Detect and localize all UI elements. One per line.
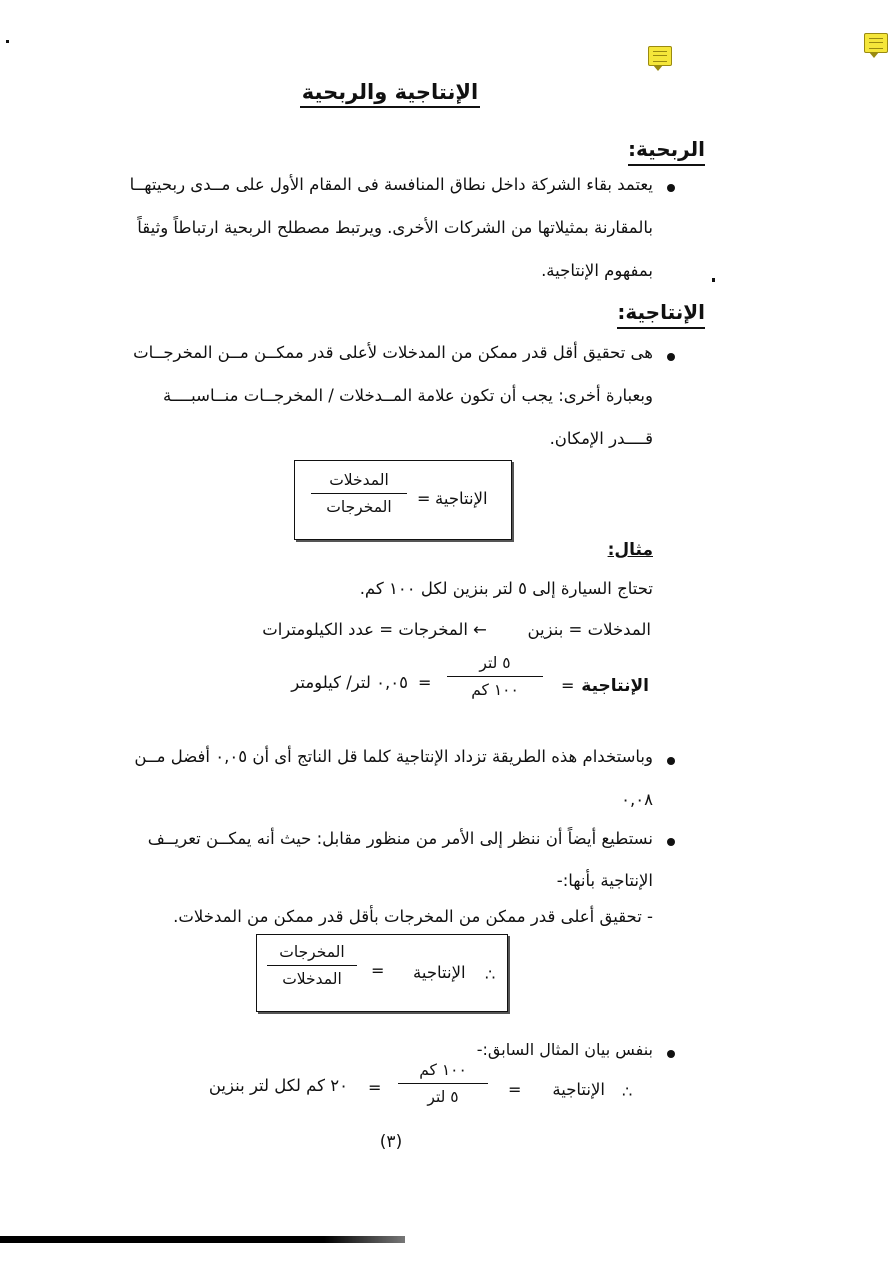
arrow-icon: ← [473,620,487,639]
comment-note-icon[interactable] [864,33,888,53]
productivity-heading: الإنتاجية: [617,300,705,329]
bullet-4-line-1: نستطيع أيضاً أن ننظر إلى الأمر من منظور مقابل: حيث أنه يمكــن تعريــف [147,829,653,848]
stray-mark [712,278,715,282]
profitability-heading: الربحية: [628,137,705,166]
bullet-4-line-2: الإنتاجية بأنها:- [556,871,653,890]
therefore-icon: ∴ [622,1082,633,1101]
productivity-formula-box [294,460,512,540]
final-line: بنفس بيان المثال السابق:- [476,1040,653,1059]
comment-note-icon[interactable] [648,46,672,66]
final-fraction [398,1061,488,1106]
example-line-1: تحتاج السيارة إلى ٥ لتر بنزين لكل ١٠٠ كم. [359,579,653,598]
example-calc-fraction [447,654,543,699]
final-equals: = [508,1080,522,1099]
productivity-line-3: قــــدر الإمكان. [549,429,653,448]
page-title: الإنتاجية والربحية [300,80,480,108]
example-calc-numerator: ٥ لتر [447,654,543,677]
formula-2-equals: = [371,961,385,980]
therefore-icon: ∴ [485,965,496,984]
bullet-dot [667,838,675,846]
example-inputs: المدخلات = بنزين [527,620,651,639]
bullet-dot [667,1050,675,1058]
definition-dash-line: - تحقيق أعلى قدر ممكن من المخرجات بأقل قدر ممكن من المدخلات. [173,907,653,926]
bullet-3-line-1: وباستخدام هذه الطريقة تزداد الإنتاجية كلما قل الناتج أى أن ٠,٠٥ أفضل مــن [134,747,653,766]
bullet-dot [667,757,675,765]
page-number: (٣) [379,1132,403,1152]
productivity-line-1: هى تحقيق أقل قدر ممكن من المدخلات لأعلى قدر ممكــن مــن المخرجــات [133,343,653,362]
bullet-3-line-2: ٠,٠٨ [621,790,653,809]
final-equals-2: = [368,1078,382,1097]
profitability-line-3: بمفهوم الإنتاجية. [541,261,653,280]
final-label: الإنتاجية [552,1080,605,1099]
inverse-formula-box [256,934,508,1012]
final-denominator: ٥ لتر [427,1088,459,1106]
scan-edge-bar [0,1236,405,1243]
bullet-dot [667,353,675,361]
example-calc-equals: = [561,676,575,695]
example-outputs: المخرجات = عدد الكيلومترات [262,620,468,639]
final-numerator: ١٠٠ كم [398,1061,488,1084]
example-heading: مثال: [607,540,653,560]
example-calc-label: الإنتاجية [581,676,649,696]
example-calc-result: ٠,٠٥ لتر/ كيلومتر [291,673,408,692]
formula-fraction [311,471,407,516]
profitability-line-1: يعتمد بقاء الشركة داخل نطاق المنافسة فى المقام الأول على مــدى ربحيتهــا [129,175,653,194]
formula-numerator: المدخلات [311,471,407,494]
bullet-dot [667,184,675,192]
profitability-line-2: بالمقارنة بمثيلاتها من الشركات الأخرى. ويرتبط مصطلح الربحية ارتباطاً وثيقاً [137,218,653,237]
formula-denominator: المخرجات [326,498,392,516]
formula-2-fraction [267,943,357,988]
example-calc-equals-2: = [418,673,432,692]
formula-equals: = [417,489,431,508]
stray-mark [6,40,9,43]
formula-label: الإنتاجية [435,489,488,508]
formula-2-denominator: المدخلات [282,970,342,988]
formula-2-numerator: المخرجات [267,943,357,966]
final-result: ٢٠ كم لكل لتر بنزين [208,1076,348,1095]
example-calc-denominator: ١٠٠ كم [471,681,519,699]
productivity-line-2: وبعبارة أخرى: يجب أن تكون علامة المــدخلات / المخرجــات منــاسبــــة [162,386,653,405]
formula-2-label: الإنتاجية [413,963,466,982]
